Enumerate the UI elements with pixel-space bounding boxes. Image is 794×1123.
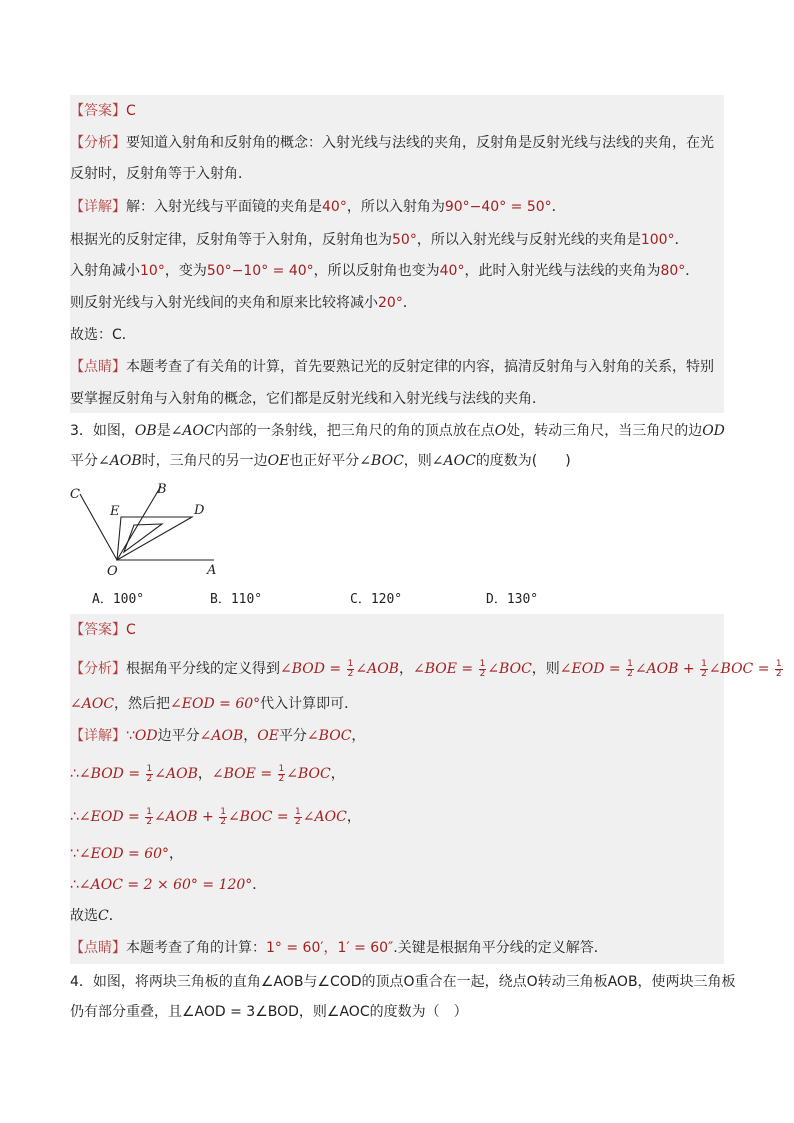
answer-tag: 【答案】 (70, 103, 126, 119)
question-text: 如图，将两块三角板的直角∠AOB与∠COD的顶点O重合在一起，绕点O转动三角板AOB，使两块三角板 (92, 974, 736, 990)
question-text: 平分 (70, 453, 98, 469)
question-number: 4． (70, 974, 93, 990)
fraction-numerator: 1 (220, 806, 226, 817)
detail-text: ， (346, 809, 361, 825)
analysis-text: ， (398, 661, 413, 677)
fraction-numerator: 1 (701, 658, 707, 669)
analysis-line-2 (70, 159, 724, 189)
detail-text: ． (402, 295, 417, 311)
comment-tag: 【点睛】 (70, 359, 126, 375)
analysis-line-1 (70, 654, 782, 684)
analysis-tag: 【分析】 (70, 661, 126, 677)
math-operator: + (678, 661, 700, 677)
detail-text: ，所以反射角也变为 (313, 263, 440, 279)
math-term: ∠BOC (359, 453, 404, 469)
detail-value: 80° (660, 263, 686, 279)
math-symbol: ∴ (70, 766, 79, 782)
analysis-text: 代入计算即可． (260, 696, 359, 712)
fraction-denominator: 2 (701, 668, 707, 679)
answer-block-q2-end (70, 387, 724, 413)
label-b: B (157, 482, 167, 497)
fraction-denominator: 2 (627, 668, 633, 679)
math-symbol: ∴ (70, 877, 79, 893)
question-text: 的度数为( ) (475, 453, 571, 469)
math-symbol: ∴ (70, 809, 79, 825)
math-term: ∠AOB (98, 453, 142, 469)
question-text: 处，转动三角尺，当三角尺的边 (506, 423, 703, 439)
fraction-denominator: 2 (295, 816, 301, 827)
comment-text: 要掌握反射角与入射角的概念，它们都是反射光线和入射光线与法线的夹角． (70, 391, 546, 407)
math-term: ∠AOC (431, 453, 476, 469)
fraction-half (479, 660, 487, 679)
detail-text: ，所以入射光线与反射光线的夹角是 (416, 232, 641, 248)
label-a: A (207, 563, 217, 578)
analysis-text: ，则 (531, 661, 560, 677)
math-term: ∠EOD = (559, 661, 626, 677)
label-d: D (194, 503, 205, 518)
detail-text: ，变为 (164, 263, 207, 279)
fraction-numerator: 1 (627, 658, 633, 669)
math-term: ∠AOB (355, 661, 399, 677)
label-c: C (70, 487, 80, 502)
math-term: ∠AOC = 2 × 60° = 120° (78, 877, 253, 893)
fraction-denominator: 2 (278, 773, 285, 784)
analysis-text: 要知道入射角和反射角的概念：入射光线与法线的夹角，反射角是反射光线与法线的夹角，在光 (126, 135, 714, 151)
math-term: ∠AOB (199, 728, 244, 744)
fraction-half (278, 765, 286, 784)
label-o: O (107, 564, 118, 579)
detail-text: ，所以入射角为 (346, 199, 445, 215)
question-4-line-1 (70, 968, 736, 996)
detail-text: 根据光的反射定律，反射角等于入射角，反射角也为 (70, 232, 392, 248)
math-term: OE (267, 453, 290, 469)
math-term: ∠AOC (70, 696, 115, 712)
answer-tag: 【答案】 (70, 622, 126, 638)
fraction-numerator: 1 (347, 658, 354, 669)
fraction-numerator: 1 (295, 806, 301, 817)
question-4-line-2 (70, 998, 724, 1026)
comment-line-2 (70, 384, 724, 414)
question-3-line-2 (70, 447, 724, 475)
math-term: ∠BOC (487, 661, 532, 677)
option-d[interactable]: D．130° (486, 592, 539, 607)
detail-text: ，此时入射光线与法线的夹角为 (464, 263, 661, 279)
math-term: ∠AOB (154, 766, 198, 782)
detail-line-4 (70, 839, 724, 869)
fraction-half (294, 808, 302, 827)
detail-line-3 (70, 256, 724, 286)
detail-text: 则反射光线与入射光线间的夹角和原来比较将减小 (70, 295, 378, 311)
detail-tag: 【详解】 (70, 728, 126, 744)
fraction-denominator: 2 (347, 668, 354, 679)
detail-text: 入射角减小 (70, 263, 140, 279)
math-term: ∠AOB (153, 809, 198, 825)
answer-block-q2 (70, 95, 724, 387)
choose-text: 故选：C． (70, 327, 136, 343)
fraction-denominator: 2 (146, 816, 152, 827)
math-term: 1° = 60′，1′ = 60″ (266, 940, 394, 956)
math-term: ∠AOC (302, 809, 347, 825)
fraction-numerator: 1 (479, 658, 486, 669)
fraction-numerator: 1 (278, 763, 285, 774)
detail-text: ． (551, 199, 566, 215)
math-term: ∠BOC (708, 661, 754, 677)
triangle-ruler-outer (117, 517, 192, 560)
question-text: ，则 (403, 453, 432, 469)
math-term: ∠EOD = 60° (170, 696, 261, 712)
option-a[interactable]: A．100° (92, 592, 145, 607)
analysis-text: 根据角平分线的定义得到 (126, 661, 280, 677)
math-symbol: ∵ (70, 846, 79, 862)
comment-text: .关键是根据角平分线的定义解答． (393, 940, 608, 956)
question-text: 如图， (92, 423, 135, 439)
detail-value: 20° (378, 295, 403, 311)
math-term: OD (702, 423, 725, 439)
label-e: E (110, 504, 120, 519)
fraction-denominator: 2 (220, 816, 226, 827)
fraction-numerator: 1 (775, 658, 782, 669)
detail-text: ． (685, 263, 700, 279)
math-operator: + (197, 809, 219, 825)
math-term: OD (134, 728, 158, 744)
math-term: ∠AOB (634, 661, 679, 677)
detail-text: ， (197, 766, 212, 782)
detail-text: ． (674, 232, 689, 248)
fraction-denominator: 2 (775, 668, 782, 679)
choose-text: 故选 (70, 908, 98, 924)
detail-line-1 (70, 192, 724, 222)
math-term: ∠BOD = (78, 766, 145, 782)
detail-value: 50° (392, 232, 417, 248)
choose-line (70, 901, 724, 931)
math-term: OB (134, 423, 157, 439)
question-text: 是 (156, 423, 171, 439)
fraction-denominator: 2 (479, 668, 486, 679)
ray-ob (117, 486, 161, 560)
answer-line (70, 615, 724, 645)
detail-text: ， (243, 728, 258, 744)
analysis-text: ，然后把 (114, 696, 171, 712)
comment-text: 本题考查了角的计算： (126, 940, 266, 956)
detail-line-5 (70, 870, 724, 900)
fraction-numerator: 1 (146, 806, 152, 817)
detail-value: 40° (322, 199, 347, 215)
question-number: 3． (70, 423, 93, 439)
fraction-half (146, 765, 154, 784)
math-operator: = (272, 809, 294, 825)
angle-diagram (64, 478, 224, 582)
answer-value: C (126, 622, 136, 638)
fraction-half (219, 808, 227, 827)
math-term: ∠BOC (306, 728, 352, 744)
detail-value: 40° (439, 263, 465, 279)
analysis-text: 反射时，反射角等于入射角． (70, 166, 252, 182)
detail-line-3 (70, 802, 724, 832)
math-term: ∠EOD = (78, 809, 145, 825)
choose-text: ． (108, 908, 123, 924)
comment-text: 本题考查了有关角的计算，首先要熟记光的反射定律的内容，搞清反射角与入射角的关系，特别 (126, 359, 714, 375)
fraction-half (700, 660, 708, 679)
math-term: ∠BOC (286, 766, 331, 782)
detail-text: ， (169, 846, 184, 862)
question-3-line-1 (70, 417, 724, 445)
math-symbol: ∵ (126, 728, 135, 744)
detail-text: 解：入射光线与平面镜的夹角是 (126, 199, 322, 215)
math-operator: = (753, 661, 774, 677)
detail-text: 边平分 (157, 728, 200, 744)
detail-line-2 (70, 225, 724, 255)
comment-line-1 (70, 352, 724, 382)
math-term: C (98, 908, 109, 924)
math-term: ∠BOC (227, 809, 273, 825)
analysis-line-2 (70, 689, 724, 719)
detail-text: 平分 (278, 728, 307, 744)
fraction-denominator: 2 (146, 773, 153, 784)
fraction-half (347, 660, 355, 679)
question-text: 仍有部分重叠，且∠AOD = 3∠BOD，则∠AOC的度数为（ ） (70, 1004, 468, 1020)
option-b[interactable]: B．110° (210, 592, 263, 607)
question-text: 内部的一条射线，把三角尺的角的顶点放在点 (214, 423, 495, 439)
question-text: 也正好平分 (289, 453, 360, 469)
detail-value: 50°−10° = 40° (206, 263, 314, 279)
fraction-numerator: 1 (146, 763, 153, 774)
detail-line-2 (70, 759, 724, 789)
detail-value: 100° (640, 232, 675, 248)
fraction-half (626, 660, 634, 679)
math-term: ∠BOD = (280, 661, 346, 677)
comment-line (70, 933, 724, 963)
detail-tag: 【详解】 (70, 199, 126, 215)
detail-text: ， (351, 728, 366, 744)
math-term: ∠EOD = 60° (78, 846, 170, 862)
comment-tag: 【点睛】 (70, 940, 126, 956)
detail-text: ． (252, 877, 267, 893)
analysis-tag: 【分析】 (70, 135, 126, 151)
analysis-line-1 (70, 128, 724, 158)
math-term: OE (257, 728, 279, 744)
fraction-half (775, 660, 783, 679)
question-text: 时，三角尺的另一边 (141, 453, 268, 469)
answer-value: C (126, 103, 136, 119)
answer-block-q3 (70, 614, 782, 964)
detail-line-1 (70, 721, 724, 751)
options-row (70, 586, 724, 614)
math-term: ∠BOE = (412, 661, 478, 677)
option-c[interactable]: C．120° (350, 592, 403, 607)
answer-line (70, 96, 724, 126)
choose-line (70, 320, 724, 350)
math-term: ∠BOE = (211, 766, 277, 782)
detail-line-4 (70, 288, 724, 318)
detail-value: 90°−40° = 50° (444, 199, 552, 215)
detail-text: ， (330, 766, 345, 782)
math-term: O (494, 423, 507, 439)
detail-value: 10° (140, 263, 165, 279)
fraction-half (145, 808, 153, 827)
math-term: ∠AOC (170, 423, 215, 439)
